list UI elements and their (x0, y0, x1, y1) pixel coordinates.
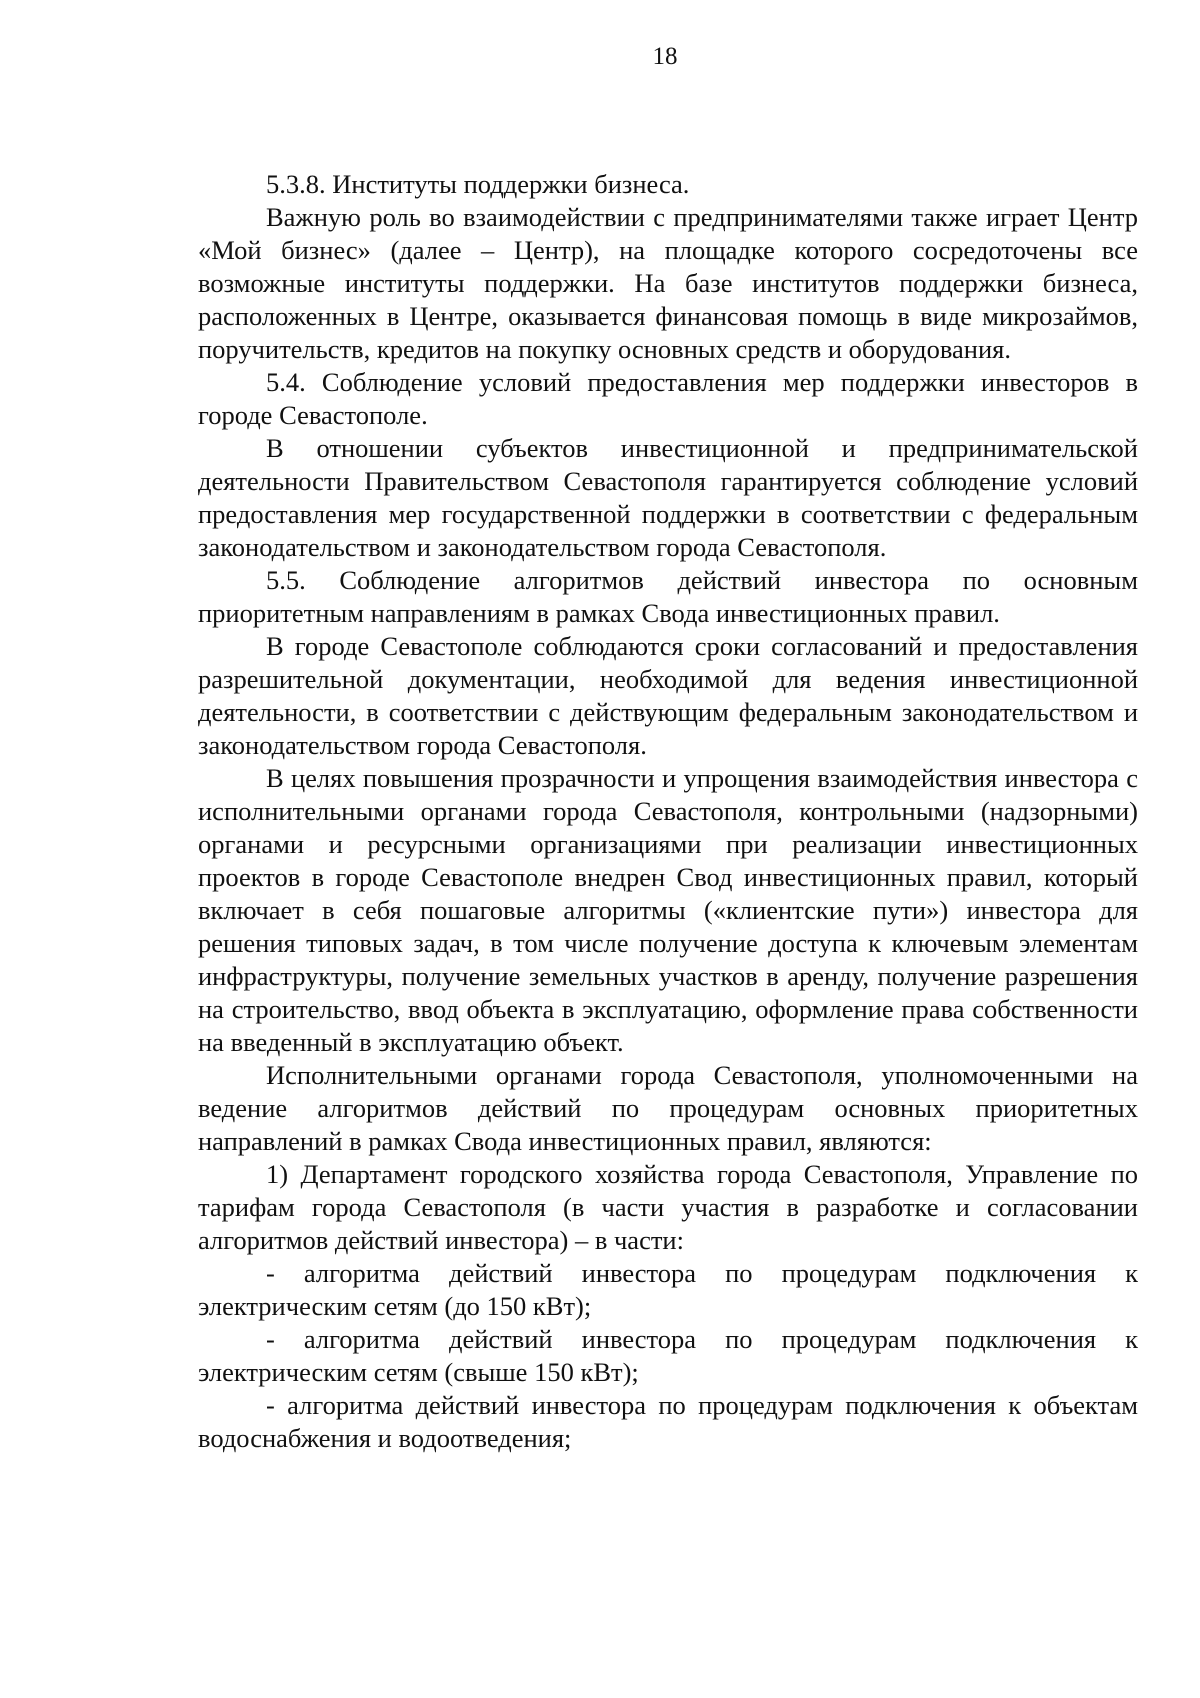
section-heading-5-3-8: 5.3.8. Институты поддержки бизнеса. (266, 169, 690, 199)
section-heading-5-5: 5.5. Соблюдение алгоритмов действий инвестора по основным приоритетным направлениям в рамках Свода инвестиционных правил. (198, 565, 1138, 628)
paragraph-authorities-intro: Исполнительными органами города Севастополя, уполномоченными на ведение алгоритмов действий по процедурам основных приоритетных направлений в рамках Свода инвестиционных правил, являются: (198, 1060, 1138, 1156)
paragraph-support-guarantee: В отношении субъектов инвестиционной и предпринимательской деятельности Правительством Севастополя гарантируется соблюдение условий предоставления мер государственной поддержки в соответствии с федеральным законодательством и законодательством города Севастополя. (198, 433, 1138, 562)
section-heading-5-4: 5.4. Соблюдение условий предоставления мер поддержки инвесторов в городе Севастополе. (198, 367, 1138, 430)
document-body (198, 168, 1138, 1455)
list-item-1: 1) Департамент городского хозяйства города Севастополя, Управление по тарифам города Севастополя (в части участия в разработке и согласовании алгоритмов действий инвестора) – в части: (198, 1159, 1138, 1255)
paragraph-business-center: Важную роль во взаимодействии с предпринимателями также играет Центр «Мой бизнес» (далее – Центр), на площадке которого сосредоточены все возможные институты поддержки. На базе институтов поддержки бизнеса, расположенных в Центре, оказывается финансовая помощь в виде микрозаймов, поручительств, кредитов на покупку основных средств и оборудования. (198, 202, 1138, 364)
page-number: 18 (652, 43, 678, 70)
list-subitem-electric-over-150: - алгоритма действий инвестора по процедурам подключения к электрическим сетям (свыше 150 кВт); (198, 1324, 1138, 1387)
paragraph-investment-rules: В целях повышения прозрачности и упрощения взаимодействия инвестора с исполнительными органами города Севастополя, контрольными (надзорными) органами и ресурсными организациями при реализации инвестиционных проектов в городе Севастополе внедрен Свод инвестиционных правил, который включает в себя пошаговые алгоритмы («клиентские пути») инвестора для решения типовых задач, в том числе получение доступа к ключевым элементам инфраструктуры, получение земельных участков в аренду, получение разрешения на строительство, ввод объекта в эксплуатацию, оформление права собственности на введенный в эксплуатацию объект. (198, 763, 1138, 1057)
list-subitem-electric-under-150: - алгоритма действий инвестора по процедурам подключения к электрическим сетям (до 150 кВт); (198, 1258, 1138, 1321)
paragraph-deadlines: В городе Севастополе соблюдаются сроки согласований и предоставления разрешительной документации, необходимой для ведения инвестиционной деятельности, в соответствии с действующим федеральным законодательством и законодательством города Севастополя. (198, 631, 1138, 760)
list-subitem-water: - алгоритма действий инвестора по процедурам подключения к объектам водоснабжения и водоотведения; (198, 1390, 1138, 1453)
